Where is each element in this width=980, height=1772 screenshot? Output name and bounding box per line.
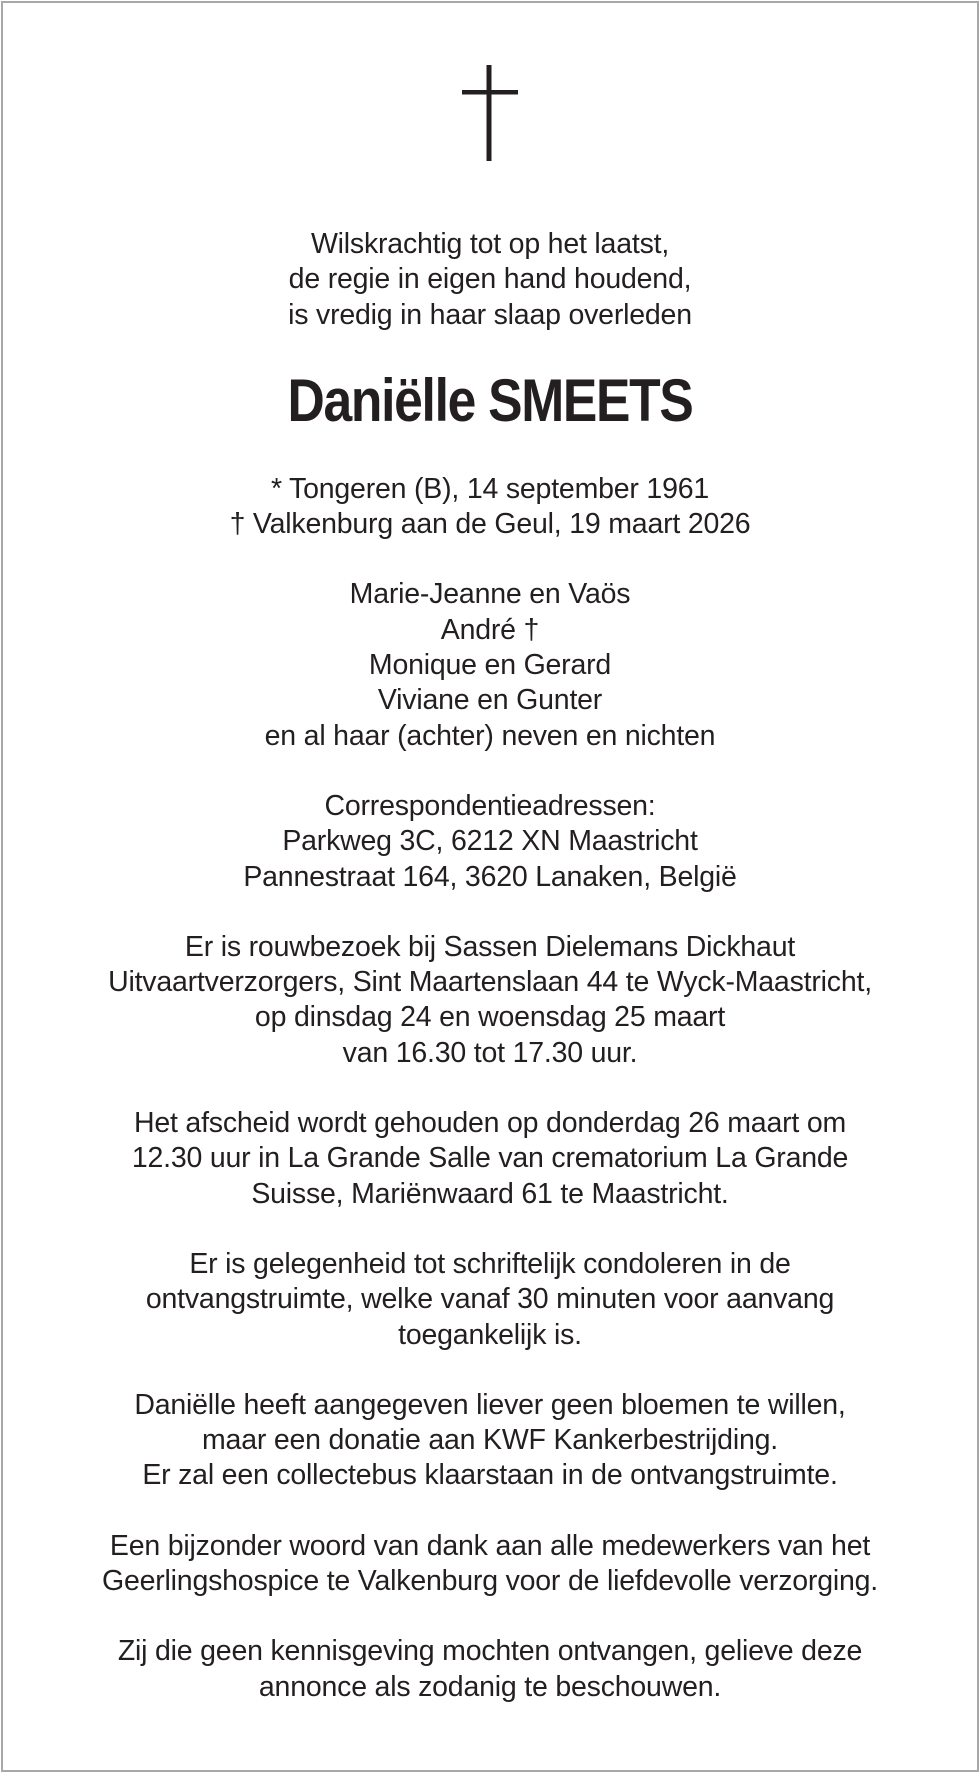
motto-line: Wilskrachtig tot op het laatst,	[310, 228, 670, 260]
motto-line: is vredig in haar slaap overleden	[288, 298, 692, 331]
closing-note	[3, 1634, 977, 1705]
motto-line: de regie in eigen hand houdend,	[288, 263, 692, 296]
closing-line: Zij die geen kennisgeving mochten ontvangen, gelieve deze	[117, 1635, 863, 1668]
notice-body	[3, 227, 977, 1705]
condolence-info	[3, 1247, 977, 1353]
family-member: Monique en Gerard	[368, 649, 612, 682]
farewell-line: 12.30 uur in La Grande Salle van crematorium La Grande	[131, 1142, 849, 1175]
motto	[3, 227, 977, 333]
visitation-line: Uitvaartverzorgers, Sint Maartenslaan 44 te Wyck-Maastricht,	[108, 966, 872, 999]
donation-line: Er zal een collectebus klaarstaan in de ontvangstruimte.	[142, 1459, 838, 1492]
condolence-line: Er is gelegenheid tot schriftelijk condoleren in de	[189, 1247, 791, 1280]
visitation-line: van 16.30 tot 17.30 uur.	[342, 1036, 638, 1069]
thanks-line: Een bijzonder woord van dank aan alle medewerkers van het	[109, 1529, 871, 1562]
visitation-info	[3, 930, 977, 1071]
birth-date: * Tongeren (B), 14 september 1961	[270, 472, 710, 505]
cross-icon-container	[3, 65, 977, 161]
thanks-line: Geerlingshospice te Valkenburg voor de liefdevolle verzorging.	[101, 1565, 879, 1598]
address-line: Parkweg 3C, 6212 XN Maastricht	[282, 825, 698, 858]
deceased-name: Daniëlle SMEETS	[287, 366, 693, 434]
birth-death-dates	[3, 472, 977, 543]
thanks-message	[3, 1529, 977, 1600]
addresses-heading: Correspondentieadressen:	[324, 789, 656, 822]
donation-line: maar een donatie aan KWF Kankerbestrijding.	[202, 1424, 778, 1457]
visitation-line: Er is rouwbezoek bij Sassen Dielemans Dickhaut	[184, 930, 796, 963]
correspondence-addresses	[3, 789, 977, 895]
donation-info	[3, 1388, 977, 1494]
condolence-line: ontvangstruimte, welke vanaf 30 minuten voor aanvang	[145, 1283, 835, 1316]
farewell-line: Het afscheid wordt gehouden op donderdag 26 maart om	[133, 1107, 847, 1140]
closing-line: annonce als zodanig te beschouwen.	[258, 1670, 722, 1703]
farewell-info	[3, 1106, 977, 1212]
address-line: Pannestraat 164, 3620 Lanaken, België	[243, 860, 737, 893]
family-member: Viviane en Gunter	[377, 684, 603, 717]
obituary-notice	[1, 1, 979, 1772]
farewell-line: Suisse, Mariënwaard 61 te Maastricht.	[251, 1177, 729, 1210]
family-member: en al haar (achter) neven en nichten	[264, 719, 716, 752]
donation-line: Daniëlle heeft aangegeven liever geen bloemen te willen,	[134, 1388, 846, 1421]
condolence-line: toegankelijk is.	[398, 1318, 582, 1351]
family-member: André †	[440, 613, 540, 646]
family-member: Marie-Jeanne en Vaös	[349, 578, 631, 611]
family-list	[3, 577, 977, 753]
death-date: † Valkenburg aan de Geul, 19 maart 2026	[229, 508, 751, 541]
visitation-line: op dinsdag 24 en woensdag 25 maart	[254, 1001, 726, 1034]
cross-icon	[462, 65, 518, 161]
